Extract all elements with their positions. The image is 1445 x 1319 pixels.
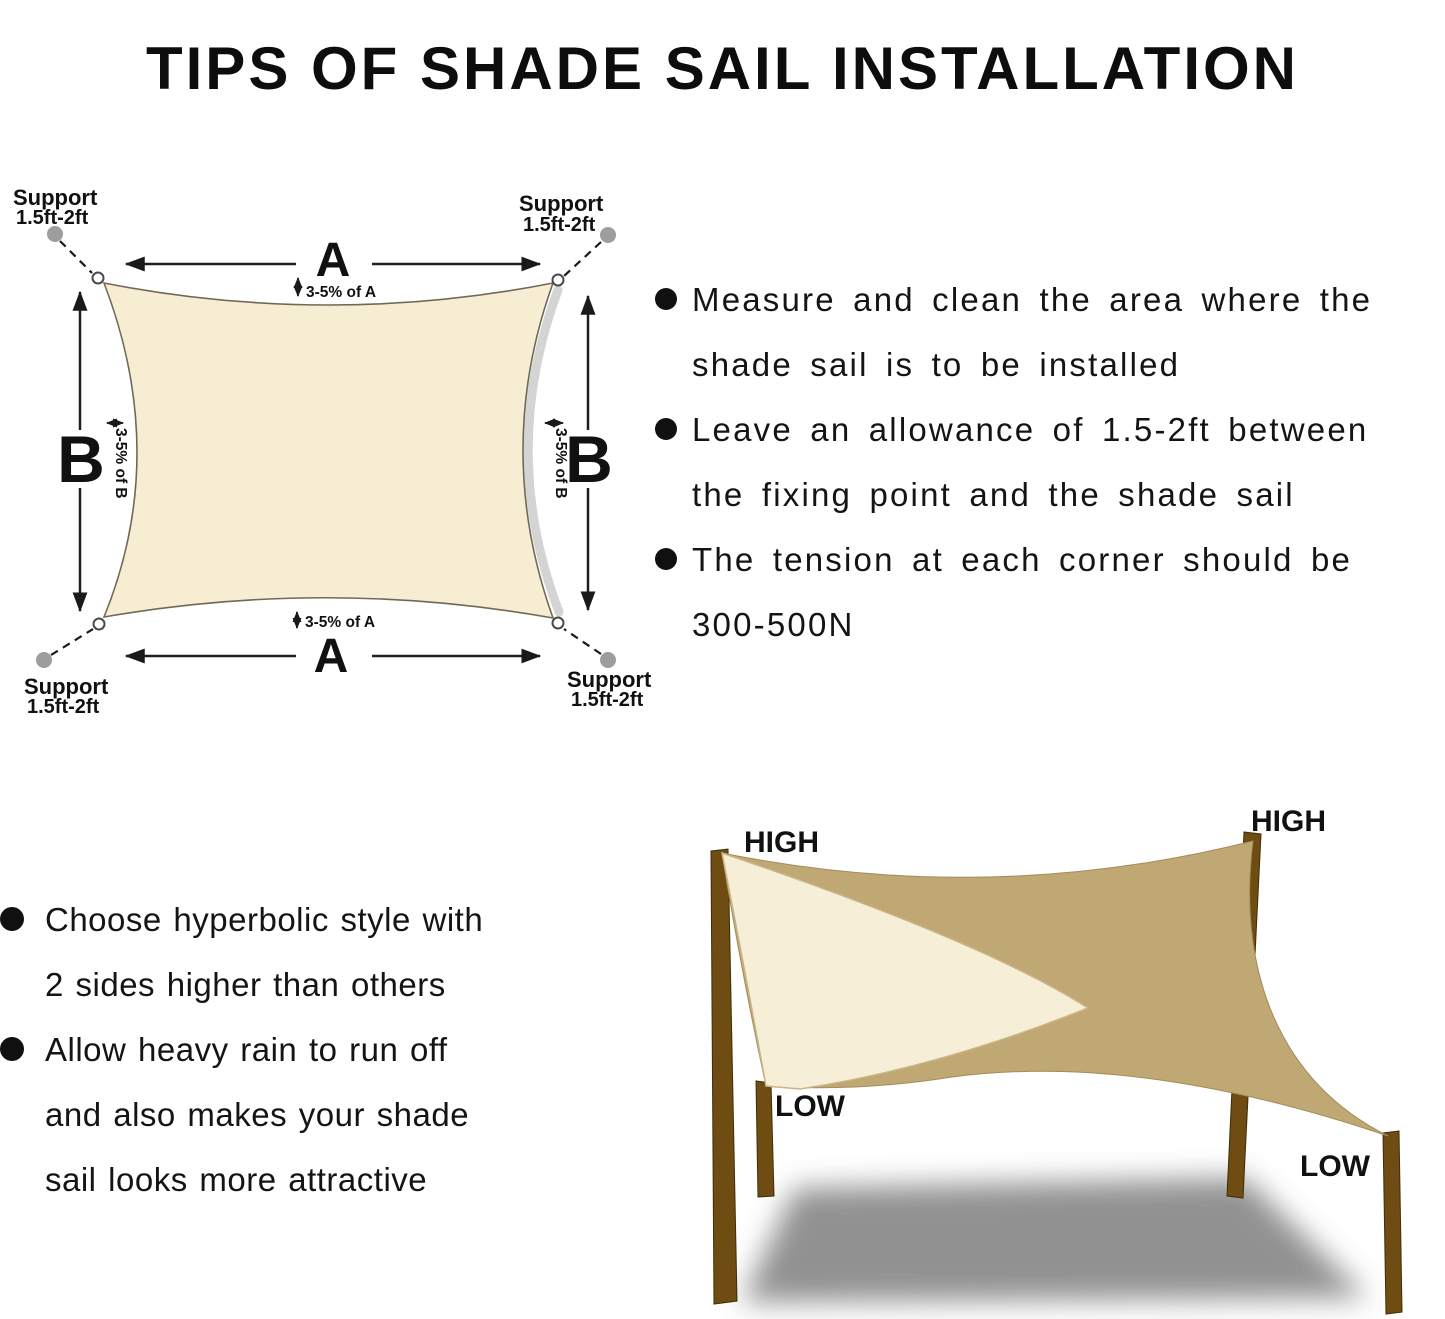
side-a-label: A (315, 234, 351, 287)
sag-b-label: 3-5% of B (552, 428, 569, 499)
support-distance-label: 1.5ft-2ft (16, 207, 89, 229)
tip-line: Allow heavy rain to run off (45, 1031, 448, 1068)
support-dot-icon (36, 652, 52, 668)
sail-shape (104, 283, 553, 618)
high-label: HIGH (1251, 805, 1326, 838)
post-low-right (1383, 1131, 1402, 1314)
tip-line: The tension at each corner should be (692, 541, 1353, 578)
tip-line: 300-500N (692, 606, 855, 643)
list-item (0, 887, 483, 1017)
side-b-label: B (565, 422, 613, 496)
list-item (655, 267, 1372, 397)
support-dot-icon (600, 227, 616, 243)
bullet-icon (655, 288, 677, 310)
corner-ring-icon (553, 618, 564, 629)
side-b-label: B (57, 422, 105, 496)
support-distance-label: 1.5ft-2ft (27, 696, 100, 718)
sag-a-label: 3-5% of A (305, 614, 376, 631)
corner-ring-icon (553, 275, 564, 286)
list-item (0, 1017, 483, 1212)
bullet-icon (0, 1037, 24, 1061)
tip-line: the fixing point and the shade sail (692, 476, 1295, 513)
side-a-label: A (313, 630, 349, 683)
support-label: Support (567, 667, 652, 692)
page-title: TIPS OF SHADE SAIL INSTALLATION (145, 35, 1300, 103)
support-distance-label: 1.5ft-2ft (571, 689, 644, 711)
tip-line: and also makes your shade (45, 1096, 470, 1133)
tip-line: 2 sides higher than others (45, 966, 446, 1003)
hyperbolic-sail-illustration (711, 805, 1402, 1314)
style-tips-list (0, 887, 483, 1212)
bullet-icon (0, 907, 24, 931)
post-low-left (756, 1081, 774, 1197)
tip-line: Measure and clean the area where the (692, 281, 1373, 318)
bullet-icon (655, 548, 677, 570)
tip-line: Choose hyperbolic style with (45, 901, 484, 938)
low-label: LOW (775, 1090, 845, 1123)
install-tips-list (655, 267, 1372, 657)
support-dot-icon (600, 652, 616, 668)
support-label: Support (13, 185, 98, 210)
list-item (655, 527, 1372, 657)
ground-shadow (742, 1178, 1368, 1302)
tip-line: shade sail is to be installed (692, 346, 1181, 383)
support-label: Support (24, 674, 109, 699)
support-distance-label: 1.5ft-2ft (523, 214, 596, 236)
sag-b-label: 3-5% of B (112, 428, 129, 499)
bullet-icon (655, 418, 677, 440)
list-item (655, 397, 1372, 527)
corner-ring-icon (94, 619, 105, 630)
support-label: Support (519, 191, 604, 216)
tip-line: Leave an allowance of 1.5-2ft between (692, 411, 1369, 448)
sag-a-label: 3-5% of A (306, 284, 377, 301)
high-label: HIGH (744, 826, 819, 859)
corner-ring-icon (93, 273, 104, 284)
sail-measurement-diagram (13, 185, 652, 718)
low-label: LOW (1300, 1150, 1370, 1183)
tip-line: sail looks more attractive (45, 1161, 428, 1198)
